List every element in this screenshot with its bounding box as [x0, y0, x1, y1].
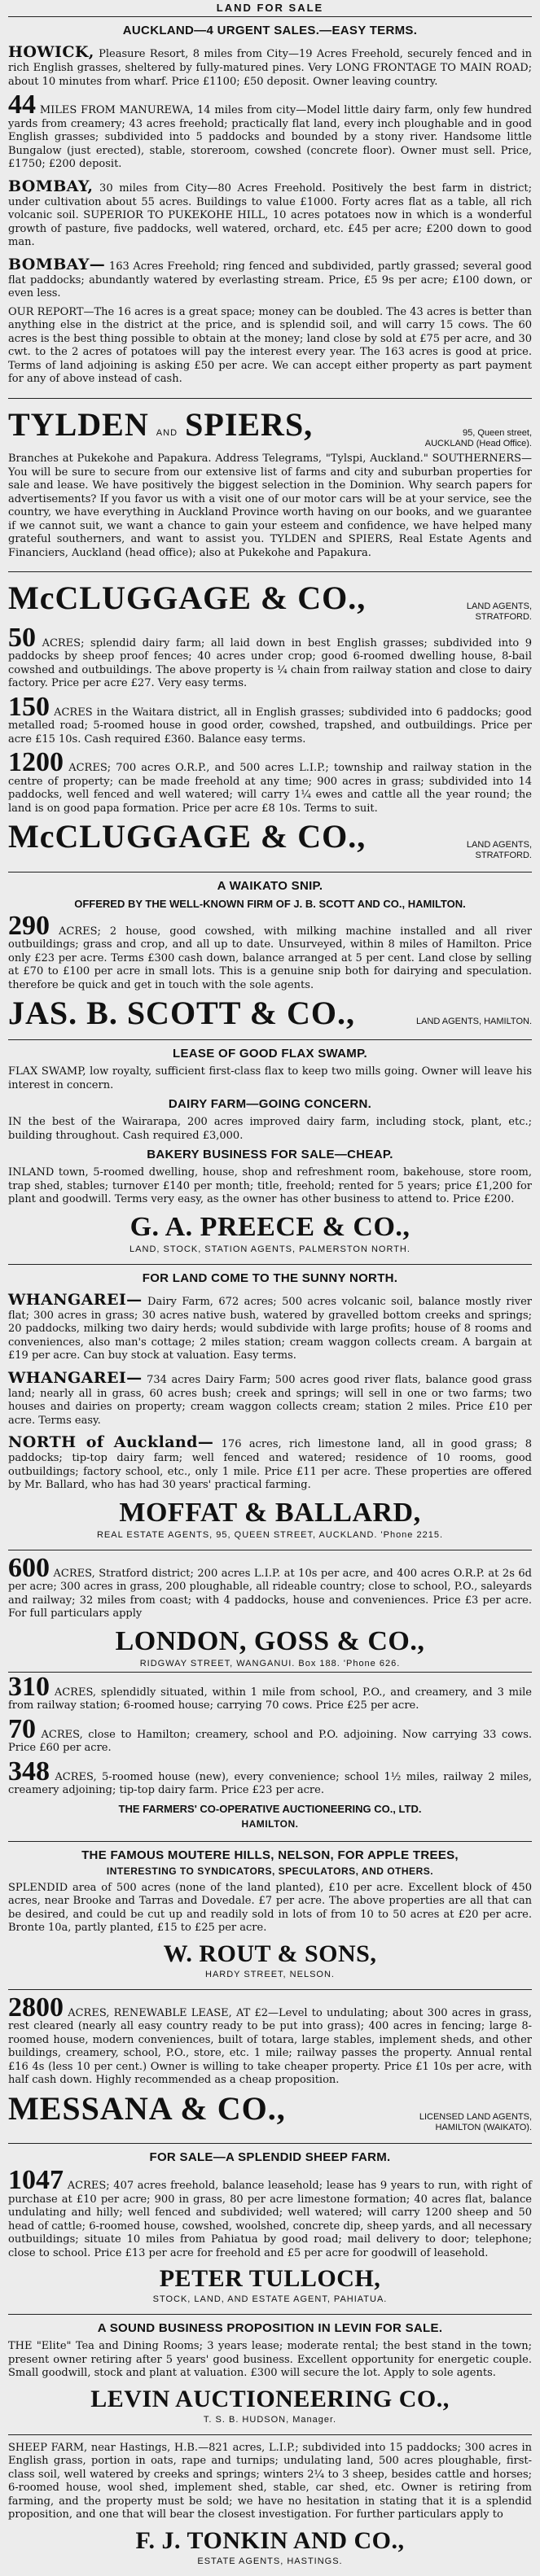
firm-subline: ESTATE AGENTS, HASTINGS. — [197, 2556, 343, 2566]
ad-waikato-snip — [8, 873, 532, 1041]
listing-1047-acres: 1047 ACRES; 407 acres freehold, balance leasehold; lease has 9 years to run, with right of purchase at £10 per acre; 900 in grass, 80 per acre limestone formation; 40 acres flat, balance undulating and hilly; well fenced and subdivided; well watered; will carry 1200 sheep and 50 head of cattle; 6-roomed house, cowshed, woolshed, concrete dip, sheep yards, and all necessary outbuildings; situate 10 miles from Pahiatua by good road; mail delivery to door; telephone; close to school. Price £13 per acre for freehold and £5 per acre for goodwill of leasehold. — [8, 2165, 532, 2259]
ad-moffat-ballard — [8, 1265, 532, 1550]
listing-whangarei-672: WHANGAREI— Dairy Farm, 672 acres; 500 acres volcanic soil, balance mostly river flat; 300 acres in grass; 30 acres native bush, watered by gravelled bottom creeks and springs; 20 paddocks, milking two dairy herds; would subdivide with large profits; house of 8 rooms and conveniences, also man's cottage; 2 miles station; cream waggon collects cream. A bargain at £19 per acre. Can buy stock at valuation. Easy terms. — [8, 1290, 533, 1362]
firm-name: LEVIN AUCTIONEERING CO., — [90, 2385, 450, 2412]
our-report: OUR REPORT—The 16 acres is a great space; money can be doubled. The 43 acres is better than anything else in the district at the price, and is splendid soil, and will carry 15 cows. The 60 acres is the best thing possible to obtain at the money; land close by sold at £75 per acre, and 30 cwt. to the 2 acres of potatoes will pay the interest every year. The 163 acres is good at price. Terms of land adjoining is asking £50 per acre. We can accept either property as part payment for any of above instead of cash. — [8, 305, 532, 386]
firm-note-footer: LAND AGENTS, STRATFORD. — [466, 840, 532, 861]
section-banner: LAND FOR SALE — [8, 0, 532, 17]
listing-manurewa: 44 MILES FROM MANUREWA, 14 miles from city—Model little dairy farm, only few hundred yards from creamery; 43 acres freehold; practically flat land, every inch ploughable and in good English grasses; subdivided into 5 paddocks and bounded by a stony river. Handsome little Bungalow (just erected), stable, storeroom, cowshed (concrete floor). Owner must sell. Price, £1750; £200 deposit. — [8, 90, 532, 171]
firm-note: LAND AGENTS, STRATFORD. — [466, 601, 532, 623]
firm-name: MOFFAT & BALLARD, — [119, 1497, 421, 1528]
ad-messana — [8, 1990, 532, 2144]
firm-name: TYLDEN — [8, 405, 149, 443]
listing-70-acres: 70 ACRES, close to Hamilton; creamery, school and P.O. adjoining. Now carrying 33 cows. Price £60 per acre. — [8, 1713, 532, 1755]
firm-subline-2: HAMILTON. — [241, 1817, 299, 1830]
firm-subline: T. S. B. HUDSON, Manager. — [203, 2414, 337, 2425]
listing-290-acres: 290 ACRES; 2 house, good cowshed, with milking machine installed and all river outbuildings; grass and crop, and all up to date. Unsurveyed, within 8 miles of Hamilton. Price only £23 per acre. Terms £300 cash down, balance arranged at 5 per cent. Land close by selling at £70 to £100 per acre in small lots. This is a genuine snip both for dairying and speculation. therefore be quick and get in touch with the sole agents. — [8, 910, 532, 991]
firm-name: McCLUGGAGE & CO., — [8, 579, 367, 617]
firm-subline: LAND, STOCK, STATION AGENTS, PALMERSTON NORTH. — [130, 1244, 410, 1254]
ad-heading: LEASE OF GOOD FLAX SWAMP. — [173, 1047, 367, 1061]
ad-heading: THE FAMOUS MOUTERE HILLS, NELSON, FOR APPLE TREES, — [81, 1848, 459, 1862]
listing-bombay-163: BOMBAY— 163 Acres Freehold; ring fenced and subdivided, partly grassed; several good flat paddocks; abundantly watered by everlasting stream. Price, £5 9s per acre; £100 down, or even less. — [8, 255, 532, 300]
ad-subheading: OFFERED BY THE WELL-KNOWN FIRM OF J. B. SCOTT AND CO., HAMILTON. — [74, 897, 466, 910]
firm-name: G. A. PREECE & CO., — [130, 1211, 410, 1242]
firm-name: F. J. TONKIN AND CO., — [135, 2526, 405, 2554]
listing-310-acres: 310 ACRES, splendidly situated, within 1 mile from school, P.O., and creamery, and 3 mile from railway station; 6-roomed house; carrying 70 cows. Price £25 per acre. — [8, 1671, 532, 1712]
ad-heading: AUCKLAND—4 URGENT SALES.—EASY TERMS. — [122, 24, 418, 37]
firm-name-2: SPIERS, — [185, 405, 314, 443]
ad-mccluggage — [8, 572, 532, 872]
firm-subline: STOCK, LAND, AND ESTATE AGENT, PAHIATUA. — [152, 2294, 388, 2305]
ad-heading-2: DAIRY FARM—GOING CONCERN. — [168, 1097, 372, 1111]
listing-dairy-farm: IN the best of the Wairarapa, 200 acres improved dairy farm, including stock, plant, etc.; building throughout. Cash required £3,000. — [8, 1116, 532, 1142]
ad-heading: FOR SALE—A SPLENDID SHEEP FARM. — [149, 2150, 391, 2165]
firm-name-2: THE FARMERS' CO-OPERATIVE AUCTIONEERING CO., LTD. — [118, 1802, 422, 1815]
ad-heading: A WAIKATO SNIP. — [217, 878, 323, 893]
listing-2800-acres: 2800 ACRES, RENEWABLE LEASE, AT £2—Level to undulating; about 300 acres in grass, rest cleared (nearly all easy country ready to be put into grass); 400 acres in fencing; large 8-roomed house, modern conveniences, built of totara, large stables, implement sheds, and other buildings, creamery, school, P.O., store, etc. 1 mile; railway passes the property. Annual rental £16 4s (less 10 per cent.) Owner is willing to take cheaper property. Price £1 10s per acre, with half cash down. Highly recommended as a cheap proposition. — [8, 1992, 532, 2087]
listing-1200-acres: 1200 ACRES; 700 acres O.R.P., and 500 acres L.I.P.; township and railway station in the centre of property; can be made freehold at any time; 900 acres in grass; subdivided into 14 paddocks, well fenced and well watered; will carry 1¼ ewes and cattle all the year round; the land is on good papa formation. Price per acre £8 10s. Terms to suit. — [8, 747, 532, 815]
firm-note: LAND AGENTS, HAMILTON. — [415, 1017, 532, 1026]
listing-flax-swamp: FLAX SWAMP, low royalty, sufficient first-class flax to keep two mills going. Owner will leave his interest in concern. — [8, 1065, 532, 1091]
listing-348-acres: 348 ACRES, 5-roomed house (new), every convenience; school 1½ miles, railway 2 miles, creamery adjoining; tip-top dairy farm. Price £23 per acre. — [8, 1756, 532, 1797]
ad-auckland-urgent-sales — [8, 17, 532, 399]
divider — [8, 1672, 532, 1673]
listing-moutere: SPLENDID area of 500 acres (none of the land planted), £10 per acre. Excellent block of 450 acres, near Brooke and Tarras and Dovedale. £7 per acre. The above properties are all that can be desired, and could be cut up and readily sold in lots of from 10 to 50 acres at £20 per acre. Bronte 10a, partly planted, £15 to £25 per acre. — [8, 1881, 532, 1935]
firm-name: LONDON, GOSS & CO., — [115, 1625, 425, 1656]
ad-preece — [8, 1040, 532, 1265]
ad-sheep-farm-pahiatua — [8, 2144, 532, 2315]
ad-tonkin — [8, 2435, 532, 2576]
ad-subheading: INTERESTING TO SYNDICATORS, SPECULATORS, AND OTHERS. — [106, 1865, 434, 1877]
ad-heading: A SOUND BUSINESS PROPOSITION IN LEVIN FOR SALE. — [97, 2321, 443, 2336]
listing-howick: HOWICK, Pleasure Resort, 8 miles from City—19 Acres Freehold, securely fenced and in rich English grasses, sheltered by fully-matured pines. Very LONG FRONTAGE TO MAIN ROAD; about 10 minutes from wharf. Price £1100; £50 deposit. Owner leaving country. — [8, 43, 532, 88]
firm-name-footer: McCLUGGAGE & CO., — [8, 818, 367, 855]
listing-bakery: INLAND town, 5-roomed dwelling, house, shop and refreshment room, bakehouse, store room, trap shed, stables; turnover £140 per month; title, freehold; rented for 5 years; price £1,200 for plant and goodwill. Terms very easy, as the owner has other business to attend to. Price £200. — [8, 1166, 532, 1205]
listing-bombay-80: BOMBAY, 30 miles from City—80 Acres Freehold. Positively the best farm in district; under cultivation about 55 acres. Buildings to value £1000. Forty acres flat as a table, all rich volcanic soil. SUPERIOR TO PUKEKOHE HILL, 10 acres potatoes now in which is a wonderful growth of pasture, five paddocks, well watered, orchard, etc. £45 per acre; £200 down to good man. — [8, 177, 533, 249]
listing-600-acres: 600 ACRES, Stratford district; 200 acres L.I.P. at 10s per acre, and 400 acres O.R.P. at 2s 6d per acre; 300 acres in grass, 200 ploughable, all rideable country; close to school, P.O., saleyards and railway; 32 miles from coast; with 4 paddocks, house and conveniences. Price £3 per acre. For full particulars apply — [8, 1552, 532, 1620]
ad-heading: FOR LAND COME TO THE SUNNY NORTH. — [142, 1271, 398, 1285]
ad-heading-3: BAKERY BUSINESS FOR SALE—CHEAP. — [147, 1148, 393, 1161]
ad-levin — [8, 2315, 532, 2435]
firm-name: PETER TULLOCH, — [159, 2265, 381, 2293]
firm-subline: RIDGWAY STREET, WANGANUI. Box 188. 'Phone 626. — [139, 1658, 401, 1668]
listing-50-acres: 50 ACRES; splendid dairy farm; all laid down in best English grasses; subdivided into 9 paddocks by sheep proof fences; 40 acres under crop; good 6-roomed dwelling house, 8-bail cowshed and outbuildings. The above property is ¼ chain from railway station and close to dairy factory. Price per acre £27. Very easy terms. — [8, 622, 532, 690]
firm-row: TYLDEN AND SPIERS, 95, Queen street, AUCKLAND (Head Office). — [8, 405, 532, 449]
firm-note: LICENSED LAND AGENTS, HAMILTON (WAIKATO). — [419, 2111, 532, 2133]
listing-elite-tea-rooms: THE "Elite" Tea and Dining Rooms; 3 years lease; moderate rental; the best stand in the town; present owner retiring after 5 years' good business. Excellent opportunity for energetic couple. Small goodwill, stock and plant at valuation. £300 will secure the lot. Apply to sole agents. — [8, 2340, 532, 2380]
firm-subline: HARDY STREET, NELSON. — [205, 1969, 335, 1979]
ad-london-goss — [8, 1550, 532, 1842]
firm-subline: REAL ESTATE AGENTS, 95, QUEEN STREET, AUCKLAND. 'Phone 2215. — [96, 1529, 444, 1540]
firm-address: 95, Queen street, AUCKLAND (Head Office). — [424, 427, 532, 449]
firm-name: W. ROUT & SONS, — [163, 1940, 377, 1967]
ad-body: Branches at Pukekohe and Papakura. Address Telegrams, "Tylspi, Auckland." SOUTHERNERS—You will be sure to secure from our extensive list of farms and city and suburban properties for sale and lease. We have positively the biggest selection in the Dominion. Why search papers for advertisements? If you favor us with a visit one of our motor cars will be at your service, see the country, we have everything in Auckland Province worth having on our books, and we guarantee if we cannot suit, we want a chance to gain your esteem and confidence, we have helped many grateful southerners, and want to assist you. TYLDEN and SPIERS, Real Estate Agents and Financiers, Auckland (head office); also at Pukekohe and Papakura. — [8, 453, 532, 559]
listing-whangarei-734: WHANGAREI— 734 acres Dairy Farm; 500 acres good river flats, balance good grass land; nearly all in grass, 60 acres bush; creek and springs; will sell in one or two farms; two houses and dairies on property; cream waggon collects cream; station 2 miles. Price £10 per acre. Terms easy. — [8, 1368, 532, 1427]
firm-name: MESSANA & CO., — [8, 2089, 286, 2127]
listing-sheep-farm-hastings: SHEEP FARM, near Hastings, H.B.—821 acres, L.I.P.; subdivided into 15 paddocks; 300 acres in English grass, portion in oats, rape and turnips; undulating land, 500 acres ploughable, first-class soil, well watered by creeks and springs; winters 2¼ to 3 sheep, besides cattle and horses; 6-roomed house, wool shed, implement shed, stable, car shed, etc. Owner is retiring from farming, and the property must be sold; we have no hesitation in stating that it is a splendid proposition, and one that will bear the closest investigation. For further particulars apply to — [8, 2441, 532, 2521]
listing-north-auckland: NORTH of Auckland— 176 acres, rich limestone land, all in good grass; 8 paddocks; tip-top dairy farm; well fenced and watered; residence of 10 rooms, good outbuildings; factory school, etc., only 1 mile. Price £11 per acre. These properties are offered by Mr. Ballard, who has had 30 years' practical farming. — [8, 1433, 532, 1492]
ad-moutere-hills — [8, 1842, 532, 1990]
listing-150-acres: 150 ACRES in the Waitara district, all in English grasses; subdivided into 6 paddocks; good metalled road; 5-roomed house in good order, cowshed, trapshed, and outbuildings. Price per acre £15 10s. Cash required £360. Balance easy terms. — [8, 691, 532, 746]
firm-name: JAS. B. SCOTT & CO., — [8, 995, 356, 1031]
ad-tylden-spiers — [8, 399, 532, 572]
